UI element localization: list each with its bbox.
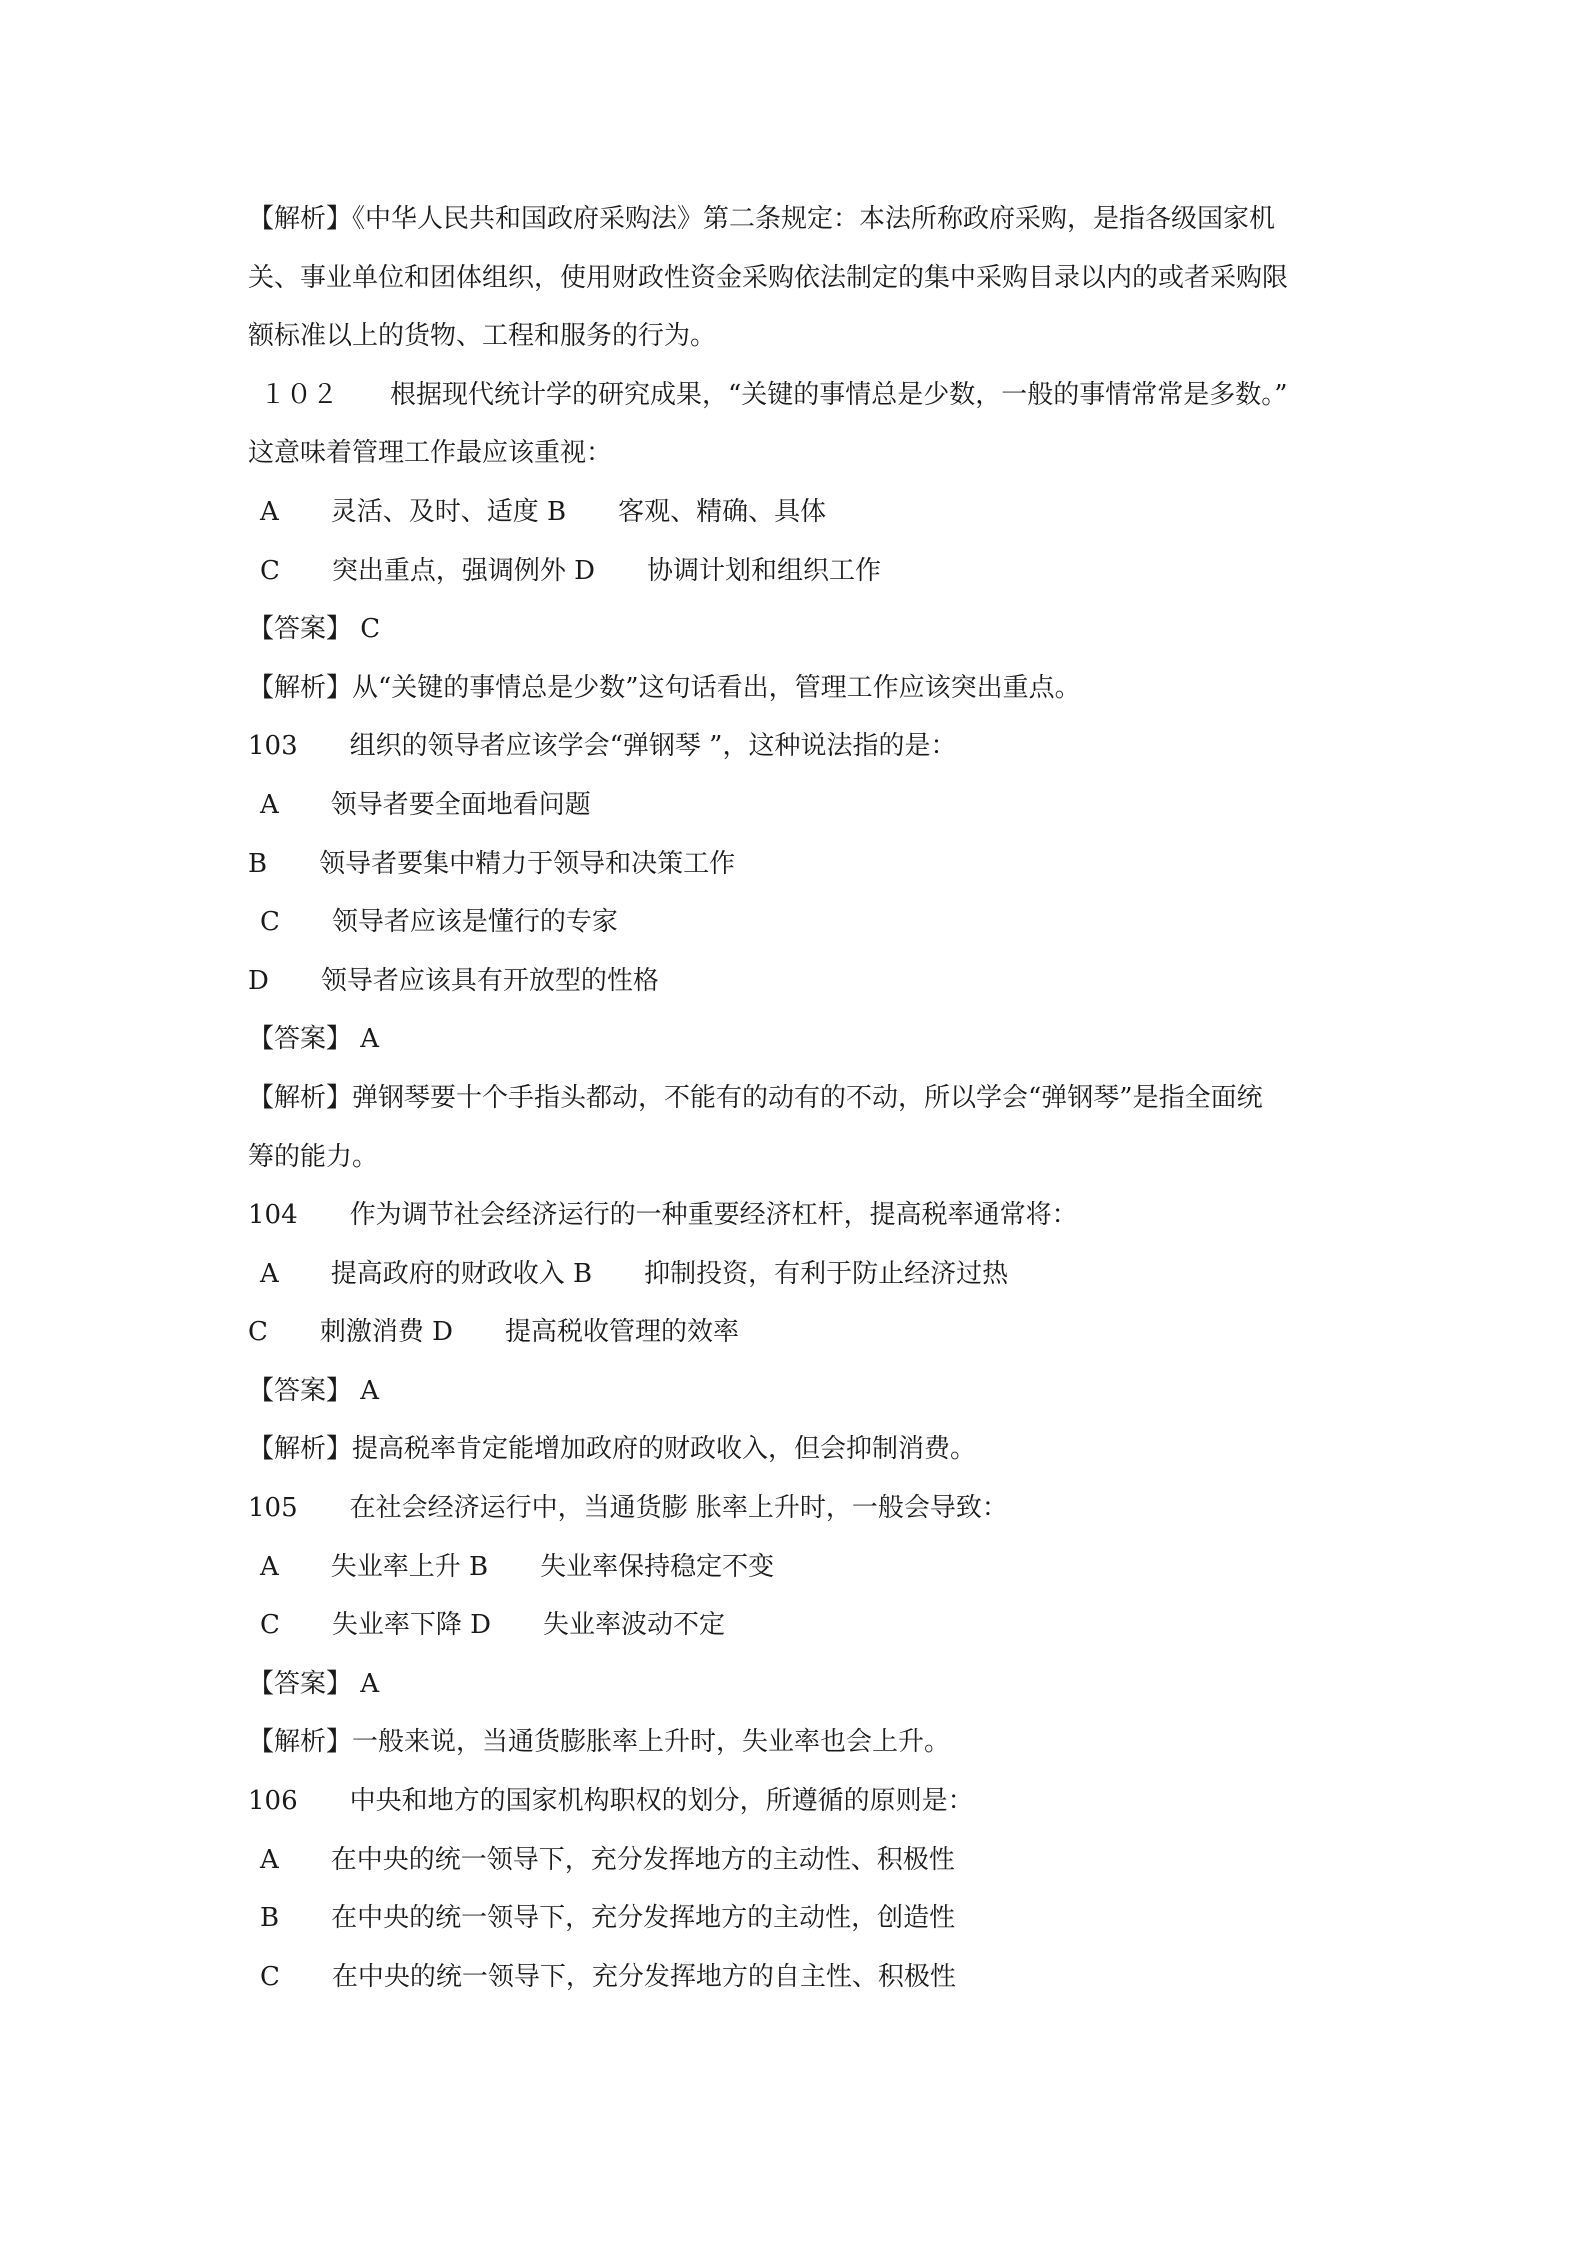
question-102: １０２ 根据现代统计学的研究成果，“关键的事情总是少数，一般的事情常常是多数。”: [260, 379, 1288, 410]
option-line: B 在中央的统一领导下，充分发挥地方的主动性，创造性: [260, 1903, 956, 1934]
analysis-line: 【解析】弹钢琴要十个手指头都动，不能有的动有的不动，所以学会“弹钢琴”是指全面统: [248, 1082, 1263, 1113]
text-line: 这意味着管理工作最应该重视：: [248, 438, 613, 469]
text-line: 关、事业单位和团体组织，使用财政性资金采购依法制定的集中采购目录以内的或者采购限: [248, 262, 1289, 293]
option-line: C 失业率下降 D 失业率波动不定: [260, 1610, 726, 1641]
analysis-line: 【解析】从“关键的事情总是少数”这句话看出，管理工作应该突出重点。: [248, 672, 1081, 703]
analysis-line: 【解析】提高税率肯定能增加政府的财政收入，但会抑制消费。: [248, 1434, 977, 1465]
answer-line: 【答案】 C: [248, 614, 381, 645]
option-line: A 领导者要全面地看问题: [260, 789, 591, 820]
question-106: 106 中央和地方的国家机构职权的划分，所遵循的原则是：: [248, 1786, 974, 1817]
option-line: A 灵活、及时、适度 B 客观、精确、具体: [260, 496, 827, 527]
option-line: A 提高政府的财政收入 B 抑制投资，有利于防止经济过热: [260, 1258, 1009, 1289]
question-103: 103 组织的领导者应该学会“弹钢琴 ”，这种说法指的是：: [248, 731, 957, 762]
option-line: A 失业率上升 B 失业率保持稳定不变: [260, 1551, 775, 1582]
answer-line: 【答案】 A: [248, 1375, 380, 1406]
text-line: 筹的能力。: [248, 1141, 379, 1172]
text-line: 额标准以上的货物、工程和服务的行为。: [248, 321, 717, 352]
option-line: C 刺激消费 D 提高税收管理的效率: [248, 1317, 740, 1348]
option-line: C 突出重点，强调例外 D 协调计划和组织工作: [260, 555, 882, 586]
question-104: 104 作为调节社会经济运行的一种重要经济杠杆，提高税率通常将：: [248, 1200, 1078, 1231]
option-line: C 在中央的统一领导下，充分发挥地方的自主性、积极性: [260, 1961, 956, 1992]
option-line: B 领导者要集中精力于领导和决策工作: [248, 848, 736, 879]
answer-line: 【答案】 A: [248, 1024, 380, 1055]
option-line: D 领导者应该具有开放型的性格: [248, 965, 659, 996]
question-105: 105 在社会经济运行中，当通货膨 胀率上升时，一般会导致：: [248, 1493, 1008, 1524]
document-page: [248, 190, 1358, 2006]
option-line: A 在中央的统一领导下，充分发挥地方的主动性、积极性: [260, 1844, 955, 1875]
answer-line: 【答案】 A: [248, 1668, 380, 1699]
option-line: C 领导者应该是懂行的专家: [260, 907, 618, 938]
analysis-line: 【解析】《中华人民共和国政府采购法》第二条规定：本法所称政府采购，是指各级国家机: [248, 204, 1276, 234]
analysis-line: 【解析】一般来说，当通货膨胀率上升时，失业率也会上升。: [248, 1727, 951, 1758]
